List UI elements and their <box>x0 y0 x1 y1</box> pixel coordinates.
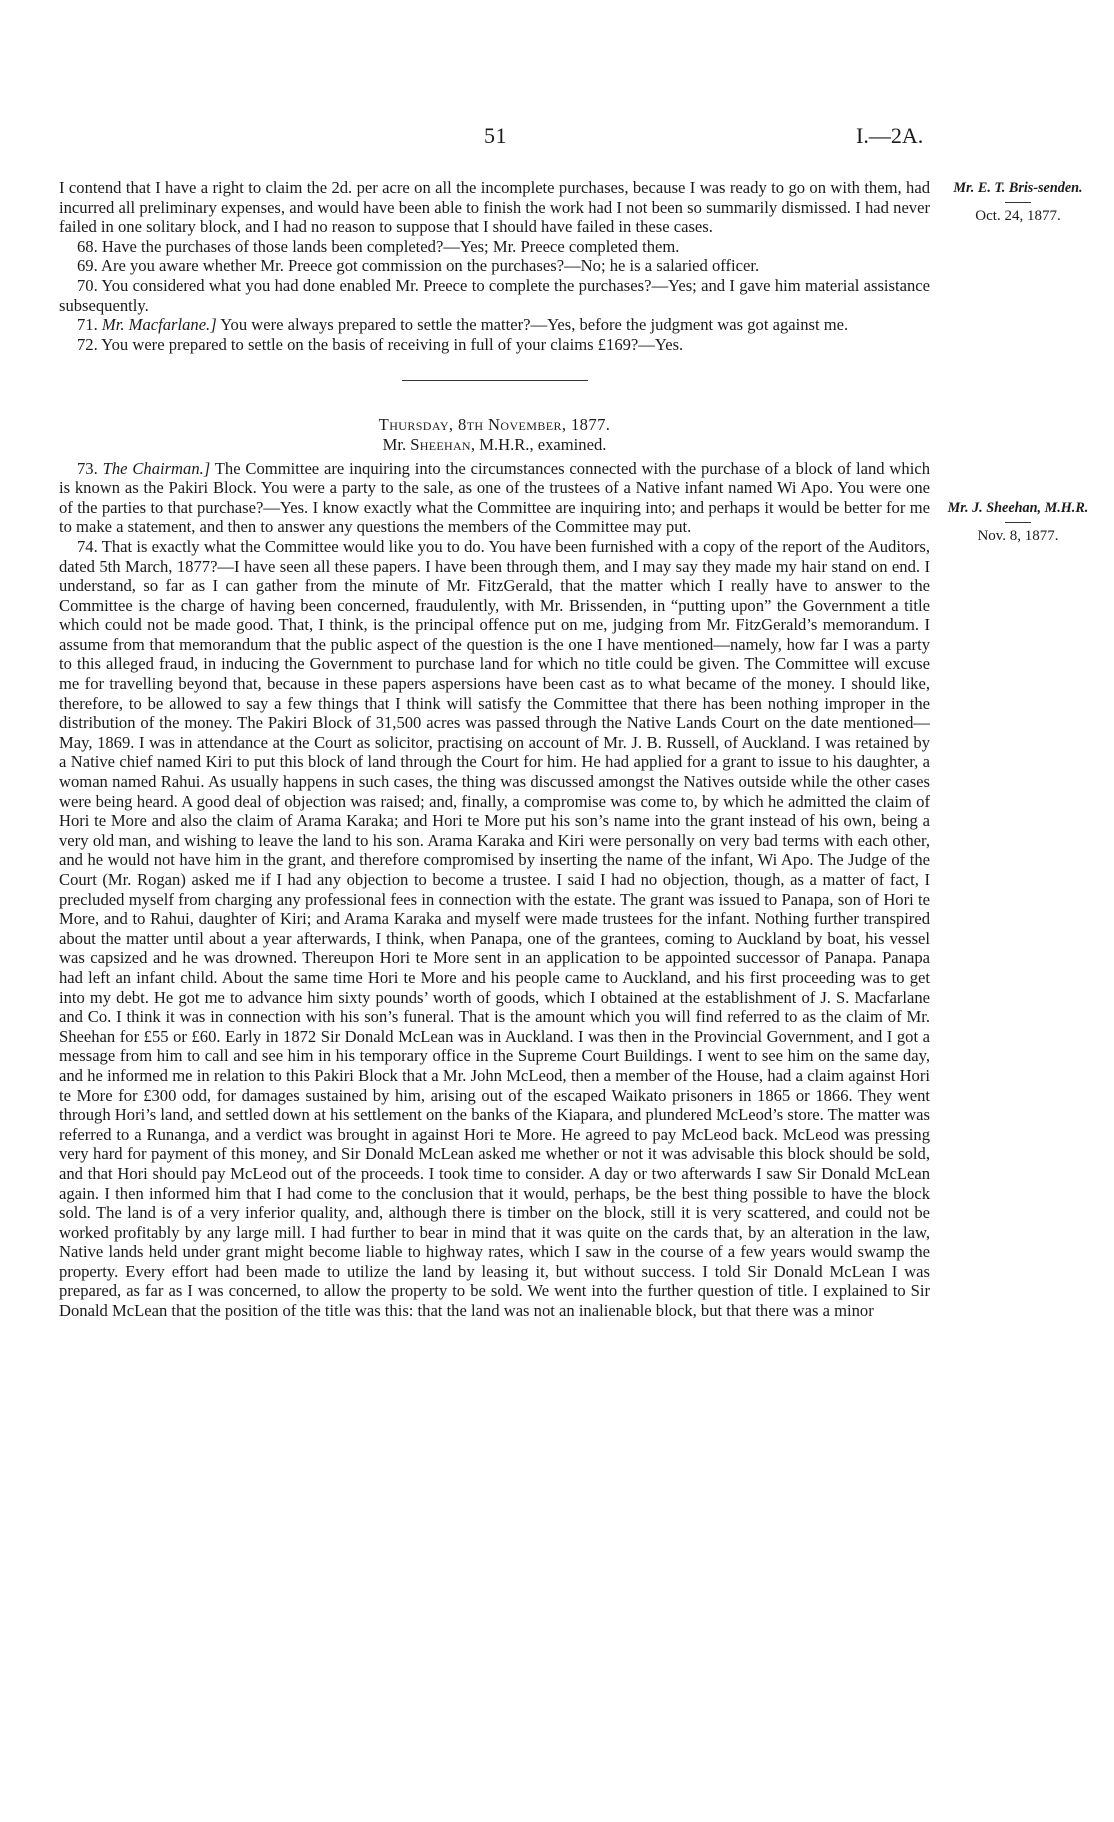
margin-divider <box>1005 202 1031 203</box>
speaker-label: The Chairman.] <box>102 458 211 478</box>
question-text: You were always prepared to settle the matter?—Yes, before the judgment was got against me. <box>220 315 849 335</box>
margin-witness-name: Mr. E. T. Bris-senden. <box>953 180 1083 196</box>
section-divider <box>402 380 588 381</box>
page-number: 51 <box>484 123 507 148</box>
question-number: 73. <box>77 458 98 478</box>
question-72: 72. You were prepared to settle on the basis of receiving in full of your claims £169?—Yes. <box>77 334 684 354</box>
margin-divider <box>1005 522 1031 523</box>
document-reference: I.—2A. <box>856 123 924 148</box>
date-heading: Thursday, 8th November, 1877. <box>378 415 611 435</box>
question-number: 71. <box>77 315 98 335</box>
margin-witness-name: Mr. J. Sheehan, M.H.R. <box>947 500 1089 516</box>
margin-date: Nov. 8, 1877. <box>977 528 1059 544</box>
question-70: 70. You considered what you had done enabled Mr. Preece to complete the purchases?—Yes; and I gave him material assistance subsequently. <box>59 275 930 315</box>
question-68: 68. Have the purchases of those lands been completed?—Yes; Mr. Preece completed them. <box>77 236 680 256</box>
question-69: 69. Are you aware whether Mr. Preece got commission on the purchases?—No; he is a salaried officer. <box>77 256 760 276</box>
question-71 <box>59 315 930 335</box>
main-text <box>59 178 930 1321</box>
question-text: The Committee are inquiring into the circumstances connected with the purchase of a block of land which is known as the Pakiri Block. You were a party to the sale, as one of the trustees of a Native infant named Wi Apo. You were one of the parties to that purchase?—Yes. I know exactly what the Committee are inquiring into; and perhaps it would be better for me to make a statement, and then to answer any questions the members of the Committee may put. <box>59 458 930 537</box>
margin-note-brissenden <box>944 180 1092 225</box>
paragraph: I contend that I have a right to claim the 2d. per acre on all the incomplete purchases, because I was ready to go on with them, had incurred all preliminary expenses, and would have been able to finish the work had I not been so summarily dismissed. I had never failed in one solitary block, and I had no reason to suppose that I should have failed in these cases. <box>59 178 930 237</box>
speaker-label: Mr. Macfarlane.] <box>101 315 217 335</box>
margin-note-sheehan <box>944 500 1092 545</box>
witness-heading: Mr. Sheehan, M.H.R., examined. <box>382 434 607 454</box>
question-73 <box>59 459 930 537</box>
witness-name: Sheehan <box>410 434 471 454</box>
question-74: 74. That is exactly what the Committee would like you to do. You have been furnished with a copy of the report of the Auditors, dated 5th March, 1877?—I have seen all these papers. I have been through them, and I may say they made my hair stand on end. I understand, so far as I can gather from the minute of Mr. FitzGerald, that the matter which I really have to answer to the Committee is the charge of having been concerned, fraudulently, with Mr. Brissenden, in “putting upon” the Government a title which could not be made good. That, I think, is the principal offence put on me, judging from Mr. FitzGerald’s memorandum. I assume from that memorandum that the public aspect of the question is the one I have mentioned—namely, how far I was a party to this alleged fraud, in inducing the Government to purchase land for which no title could be given. The Committee will excuse me for travelling beyond that, because in these papers aspersions have been cast as to what became of the money. I should like, therefore, to be allowed to say a few things that I think will satisfy the Committee that there has been nothing improper in the distribution of the money. The Pakiri Block of 31,500 acres was passed through the Native Lands Court on the date mentioned—May, 1869. I was in attendance at the Court as solicitor, practising on account of Mr. J. B. Russell, of Auckland. I was retained by a Native chief named Kiri to put this block of land through the Court for him. He had applied for a grant to issue to his daughter, a woman named Rahui. As usually happens in such cases, the thing was discussed amongst the Natives outside while the other cases were being heard. A good deal of objection was raised; and, finally, a compromise was come to, by which he admitted the claim of Hori te More and also the claim of Arama Karaka; and Hori te More put his son’s name into the grant instead of his own, being a very old man, and wishing to leave the land to his son. Arama Karaka and Kiri were personally on very bad terms with each other, and he would not have him in the grant, and therefore compromised by inserting the name of the infant, Wi Apo. The Judge of the Court (Mr. Rogan) asked me if I had any objection to become a trustee. I said I had no objection, though, as a matter of fact, I precluded myself from charging any professional fees in connection with the estate. The grant was issued to Panapa, son of Hori te More, and to Rahui, daughter of Kiri; and Arama Karaka and myself were made trustees for the infant. Nothing further transpired about the matter until about a year afterwards, I think, when Panapa, one of the grantees, coming to Auckland by boat, his vessel was capsized and he was drowned. Thereupon Hori te More sent in an application to be appointed successor of Panapa. Panapa had left an infant child. About the same time Hori te More and his people came to Auckland, and his first proceeding was to get into my debt. He got me to advance him sixty pounds’ worth of goods, which I obtained at the establishment of J. S. Macfarlane and Co. I think it was in connection with his son’s funeral. That is the amount which you will find referred to as the claim of Mr. Sheehan for £55 or £60. Early in 1872 Sir Donald McLean was in Auckland. I was then in the Provincial Government, and I got a message from him to call and see him in his temporary office in the Supreme Court Buildings. I went to see him on the same day, and he informed me in relation to this Pakiri Block that a Mr. John McLeod, then a member of the House, had a claim against Hori te More for £300 odd, for damages sustained by him, arising out of the escaped Waikato prisoners in 1865 or 1866. They went through Hori’s land, and settled down at his settlement on the banks of the Kiapara, and plundered McLeod’s store. The matter was referred to a Runanga, and a verdict was brought in against Hori te More. He agreed to pay McLeod back. McLeod was pressing very hard for payment of this money, and Sir Donald McLean asked me whether or not it was advisable this block should be sold, and that Hori should pay McLeod out of the proceeds. I took time to consider. A day or two afterwards I saw Sir Donald McLean again. I then informed him that I had come to the conclusion that it would, perhaps, be the best thing possible to have the block sold. The land is of a very inferior quality, and, although there is timber on the block, still it is very scattered, and could not be worked profitably by any large mill. I had further to bear in mind that it was quite on the cards that, by an alteration in the law, Native lands held under grant might become liable to highway rates, which I saw in the course of a few years would swamp the property. Every effort had been made to utilize the land by leasing it, but without success. I told Sir Donald McLean I was prepared, as far as I was concerned, to allow the property to be sold. We went into the further question of title. I explained to Sir Donald McLean that the position of the title was this: that the land was not an inalienable block, but that there was a minor <box>59 536 930 1321</box>
margin-date: Oct. 24, 1877. <box>975 208 1061 224</box>
